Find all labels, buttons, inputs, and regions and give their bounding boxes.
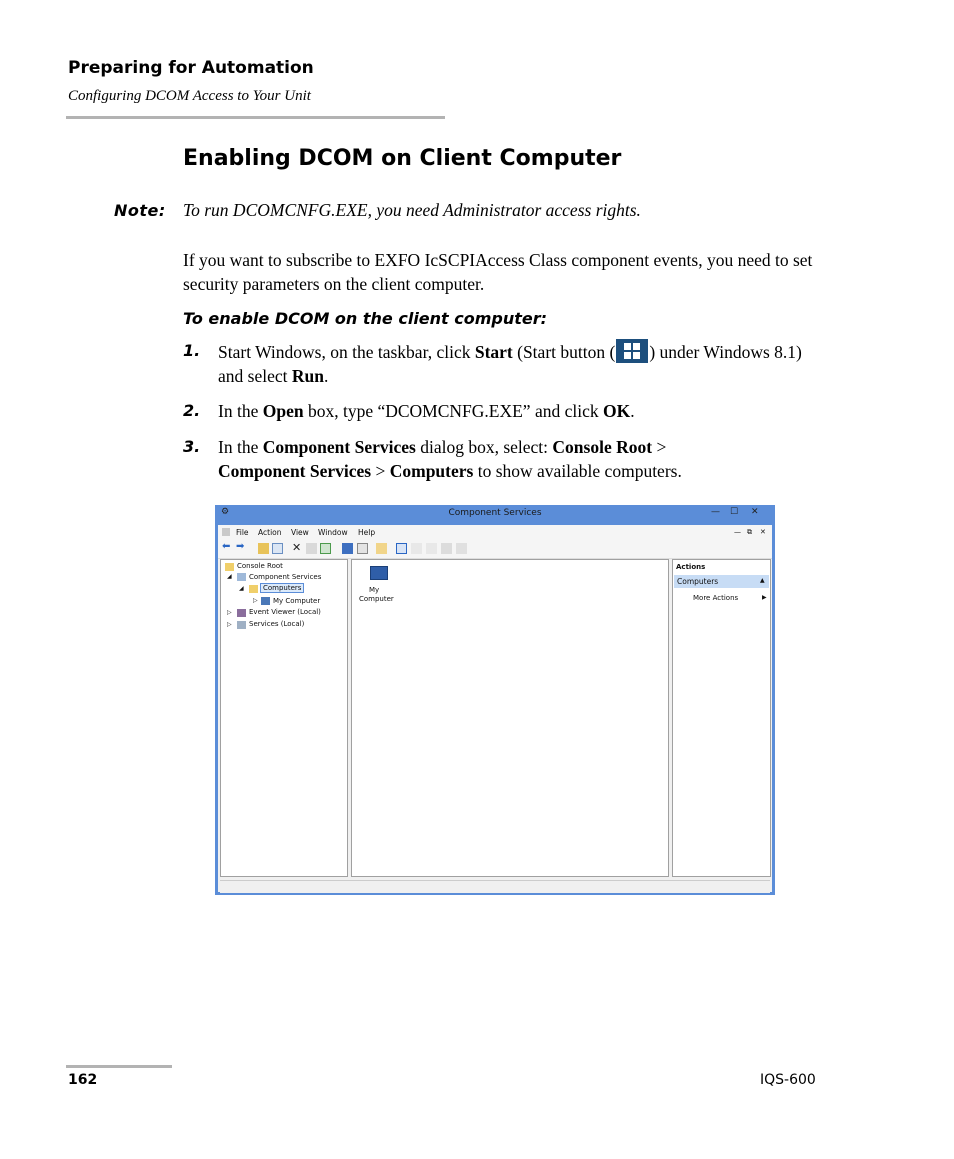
folder-up-icon[interactable] bbox=[258, 543, 269, 554]
menu-bar bbox=[218, 525, 772, 540]
actions-pane bbox=[672, 559, 771, 877]
tree-item-computers[interactable]: Computers bbox=[260, 583, 304, 593]
my-computer-icon[interactable] bbox=[370, 566, 388, 580]
app-icon: ⚙ bbox=[221, 507, 230, 517]
tree-pane bbox=[220, 559, 348, 877]
page-number: 162 bbox=[68, 1072, 98, 1088]
intro-paragraph: If you want to subscribe to EXFO IcSCPIAccess Class component events, you need to set security parameters on the client computer. bbox=[183, 250, 813, 294]
actions-section-bar[interactable] bbox=[674, 575, 769, 588]
header-rule bbox=[66, 116, 445, 119]
note-label: Note: bbox=[114, 201, 166, 220]
tree-item-services[interactable]: Services (Local) bbox=[249, 620, 305, 628]
menu-file[interactable]: File bbox=[236, 528, 249, 537]
actions-section-title: Computers bbox=[677, 577, 719, 586]
my-computer-label-line1[interactable]: My bbox=[369, 586, 380, 594]
view-list-icon[interactable] bbox=[426, 543, 437, 554]
services-icon bbox=[237, 621, 246, 629]
menu-view[interactable]: View bbox=[291, 528, 309, 537]
expanded-arrow-icon[interactable]: ◢ bbox=[239, 585, 244, 592]
step-text: In the Open box, type “DCOMCNFG.EXE” and click OK. bbox=[218, 401, 635, 421]
close-icon[interactable]: ✕ bbox=[751, 507, 759, 517]
chevron-right-icon: ▶ bbox=[762, 594, 767, 601]
computer-icon bbox=[261, 597, 270, 605]
toolbar bbox=[218, 540, 772, 559]
component-services-icon bbox=[237, 573, 246, 581]
collapse-up-icon[interactable]: ▲ bbox=[760, 577, 765, 584]
show-hide-tree-icon[interactable] bbox=[272, 543, 283, 554]
view-large-icons-icon[interactable] bbox=[396, 543, 407, 554]
properties-icon[interactable] bbox=[306, 543, 317, 554]
back-icon[interactable]: ⬅ bbox=[222, 541, 231, 552]
refresh-icon[interactable] bbox=[320, 543, 331, 554]
product-model: IQS-600 bbox=[760, 1072, 816, 1088]
maximize-icon[interactable]: ☐ bbox=[730, 507, 739, 517]
tree-item-my-computer[interactable]: My Computer bbox=[273, 597, 321, 605]
my-computer-label-line2[interactable]: Computer bbox=[359, 595, 394, 603]
mdi-minimize-icon[interactable]: — bbox=[734, 528, 741, 536]
minimize-icon[interactable]: — bbox=[711, 507, 720, 517]
running-header-title: Preparing for Automation bbox=[68, 58, 314, 78]
step-number: 1. bbox=[183, 341, 201, 360]
folder-icon bbox=[225, 563, 234, 571]
tree-item-event-viewer[interactable]: Event Viewer (Local) bbox=[249, 608, 321, 616]
menu-action[interactable]: Action bbox=[258, 528, 282, 537]
view-status-icon[interactable] bbox=[456, 543, 467, 554]
export-list-icon[interactable] bbox=[357, 543, 368, 554]
help-icon[interactable] bbox=[342, 543, 353, 554]
step-text: In the Component Services dialog box, select: Console Root > Component Services > Computers to show available computers. bbox=[218, 437, 682, 481]
menu-help[interactable]: Help bbox=[358, 528, 376, 537]
more-actions-link[interactable]: More Actions bbox=[693, 594, 739, 602]
footer-rule bbox=[66, 1065, 172, 1068]
component-services-window bbox=[215, 505, 775, 895]
menu-window[interactable]: Window bbox=[318, 528, 348, 537]
collapsed-arrow-icon[interactable]: ▷ bbox=[227, 621, 232, 628]
section-title: Enabling DCOM on Client Computer bbox=[183, 146, 622, 171]
component-icon[interactable] bbox=[376, 543, 387, 554]
event-viewer-icon bbox=[237, 609, 246, 617]
document-icon bbox=[222, 528, 230, 536]
step-number: 2. bbox=[183, 401, 201, 420]
collapsed-arrow-icon[interactable]: ▷ bbox=[227, 609, 232, 616]
mdi-restore-icon[interactable]: ⧉ bbox=[747, 528, 752, 536]
tree-item-console-root[interactable]: Console Root bbox=[237, 562, 283, 570]
view-detail-icon[interactable] bbox=[441, 543, 452, 554]
tree-item-component-services[interactable]: Component Services bbox=[249, 573, 322, 581]
actions-header: Actions bbox=[676, 563, 706, 571]
windows-start-icon bbox=[616, 339, 648, 363]
expanded-arrow-icon[interactable]: ◢ bbox=[227, 573, 232, 580]
procedure-title: To enable DCOM on the client computer: bbox=[183, 309, 548, 328]
step-text: Start Windows, on the taskbar, click Start (Start button ( ) under Windows 8.1) and select Run. bbox=[218, 339, 818, 388]
collapsed-arrow-icon[interactable]: ▷ bbox=[253, 597, 258, 604]
view-small-icons-icon[interactable] bbox=[411, 543, 422, 554]
mdi-close-icon[interactable]: ✕ bbox=[760, 528, 766, 536]
folder-icon bbox=[249, 585, 258, 593]
note-text: To run DCOMCNFG.EXE, you need Administrator access rights. bbox=[183, 200, 641, 220]
status-bar bbox=[220, 880, 770, 893]
window-title: Component Services bbox=[448, 508, 542, 518]
forward-icon[interactable]: ➡ bbox=[236, 541, 245, 552]
delete-icon[interactable]: ✕ bbox=[292, 541, 302, 554]
running-header-subtitle: Configuring DCOM Access to Your Unit bbox=[68, 88, 311, 104]
step-number: 3. bbox=[183, 437, 201, 456]
result-pane bbox=[351, 559, 669, 877]
